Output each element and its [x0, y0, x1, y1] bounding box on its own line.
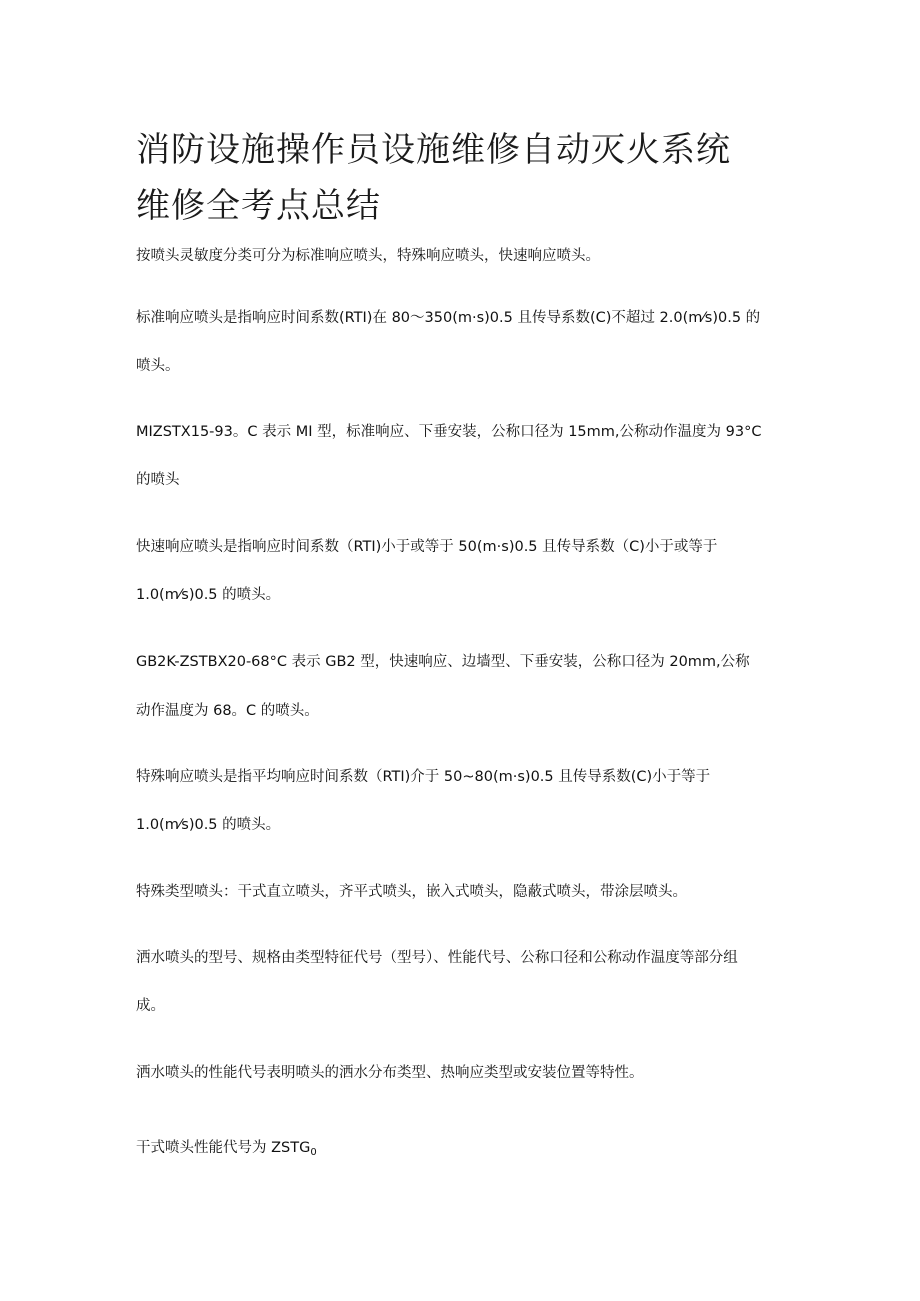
paragraph-model-spec-line-1: 洒水喷头的型号、规格由类型特征代号（型号）、性能代号、公称口径和公称动作温度等部分组: [136, 950, 738, 966]
dry-sprinkler-code-text: 干式喷头性能代号为 ZSTG: [136, 1140, 311, 1156]
paragraph-special-response-line-2: 1.0(m⁄s)0.5 的喷头。: [136, 817, 281, 833]
paragraph-special-types: 特殊类型喷头：干式直立喷头，齐平式喷头，嵌入式喷头，隐蔽式喷头，带涂层喷头。: [136, 884, 687, 900]
dry-sprinkler-code-subscript: 0: [310, 1147, 317, 1158]
paragraph-fast-response-line-1: 快速响应喷头是指响应时间系数（RTI)小于或等于 50(m·s)0.5 且传导系数（C)小于或等于: [136, 539, 718, 555]
paragraph-mi-example-line-2: 的喷头: [136, 472, 180, 488]
paragraph-gb2-example-line-1: GB2K-ZSTBX20-68°C 表示 GB2 型，快速响应、边墙型、下垂安装，公称口径为 20mm,公称: [136, 654, 750, 670]
page-title-line-2: 维修全考点总结: [136, 186, 381, 226]
paragraph-performance-code: 洒水喷头的性能代号表明喷头的洒水分布类型、热响应类型或安装位置等特性。: [136, 1065, 644, 1081]
paragraph-standard-response-line-2: 喷头。: [136, 358, 180, 374]
paragraph-standard-response-line-1: 标准响应喷头是指响应时间系数(RTI)在 80～350(m·s)0.5 且传导系数(C)不超过 2.0(m⁄s)0.5 的: [136, 310, 761, 326]
paragraph-fast-response-line-2: 1.0(m⁄s)0.5 的喷头。: [136, 587, 281, 603]
paragraph-special-response-line-1: 特殊响应喷头是指平均响应时间系数（RTI)介于 50~80(m·s)0.5 且传导系数(C)小于等于: [136, 769, 711, 785]
paragraph-gb2-example-line-2: 动作温度为 68。C 的喷头。: [136, 703, 319, 719]
page-title-line-1: 消防设施操作员设施维修自动灭火系统: [136, 130, 731, 170]
paragraph-sprinkler-sensitivity: 按喷头灵敏度分类可分为标准响应喷头，特殊响应喷头，快速响应喷头。: [136, 248, 600, 264]
paragraph-dry-sprinkler-code: [136, 1138, 317, 1163]
paragraph-model-spec-line-2: 成。: [136, 998, 165, 1014]
paragraph-mi-example-line-1: MIZSTX15-93。C 表示 MI 型，标准响应、下垂安装，公称口径为 15mm,公称动作温度为 93°C: [136, 424, 762, 440]
